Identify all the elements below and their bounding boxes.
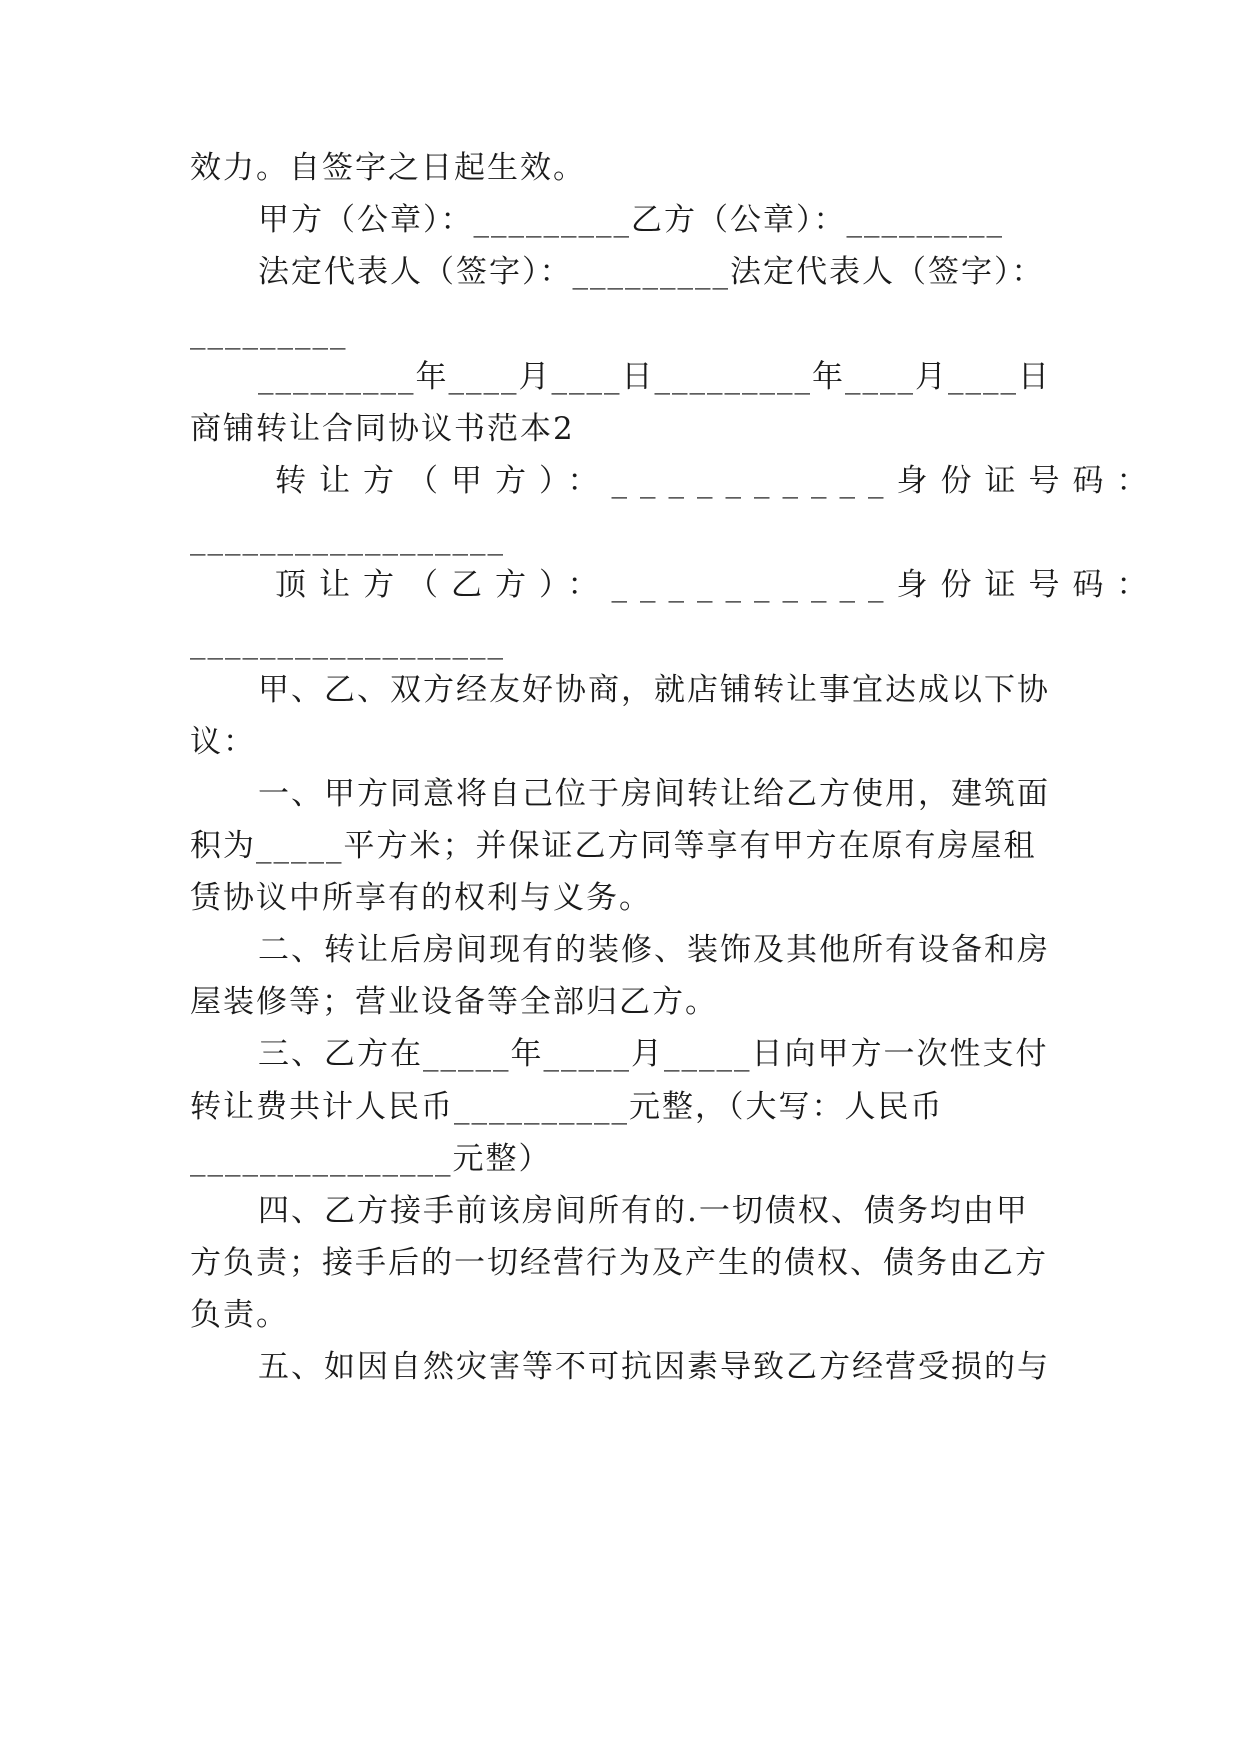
text-line: _________ [190,314,348,350]
text-line: 效力。自签字之日起生效。 [190,150,586,186]
text-line: 五、如因自然灾害等不可抗因素导致乙方经营受损的与 [258,1349,1050,1385]
text-line: 三、乙方在_____年_____月_____日向甲方一次性支付 [258,1036,1049,1072]
text-line: _________年____月____日_________年____月____日 [258,359,1051,395]
text-line: __________________ [190,624,505,660]
text-line: 二、转让后房间现有的装修、装饰及其他所有设备和房 [258,932,1050,968]
text-line: 四、乙方接手前该房间所有的.一切债权、债务均由甲 [258,1193,1029,1229]
text-line: 甲、乙、双方经友好协商，就店铺转让事宜达成以下协 [258,672,1050,708]
text-line: 负责。 [190,1297,289,1333]
text-line: _______________元整） [190,1141,552,1177]
text-line: 一、甲方同意将自己位于房间转让给乙方使用，建筑面 [258,776,1050,812]
text-line: 转让方（甲方）：__________身份证号码： [275,463,1161,499]
text-line: 顶让方（乙方）：__________身份证号码： [275,567,1161,603]
text-line: __________________ [190,520,505,556]
section-title: 商铺转让合同协议书范本2 [190,411,575,447]
text-line: 甲方（公章）：_________乙方（公章）：_________ [258,202,1004,238]
text-line: 方负责；接手后的一切经营行为及产生的债权、债务由乙方 [190,1245,1048,1281]
text-line: 赁协议中所享有的权利与义务。 [190,880,652,916]
text-line: 屋装修等；营业设备等全部归乙方。 [190,984,718,1020]
text-line: 积为_____平方米；并保证乙方同等享有甲方在原有房屋租 [190,828,1037,864]
text-line: 议： [190,724,256,760]
text-line: 法定代表人（签字）：_________法定代表人（签字）： [258,254,1045,290]
text-line: 转让费共计人民币__________元整，（大写：人民币 [190,1089,944,1125]
